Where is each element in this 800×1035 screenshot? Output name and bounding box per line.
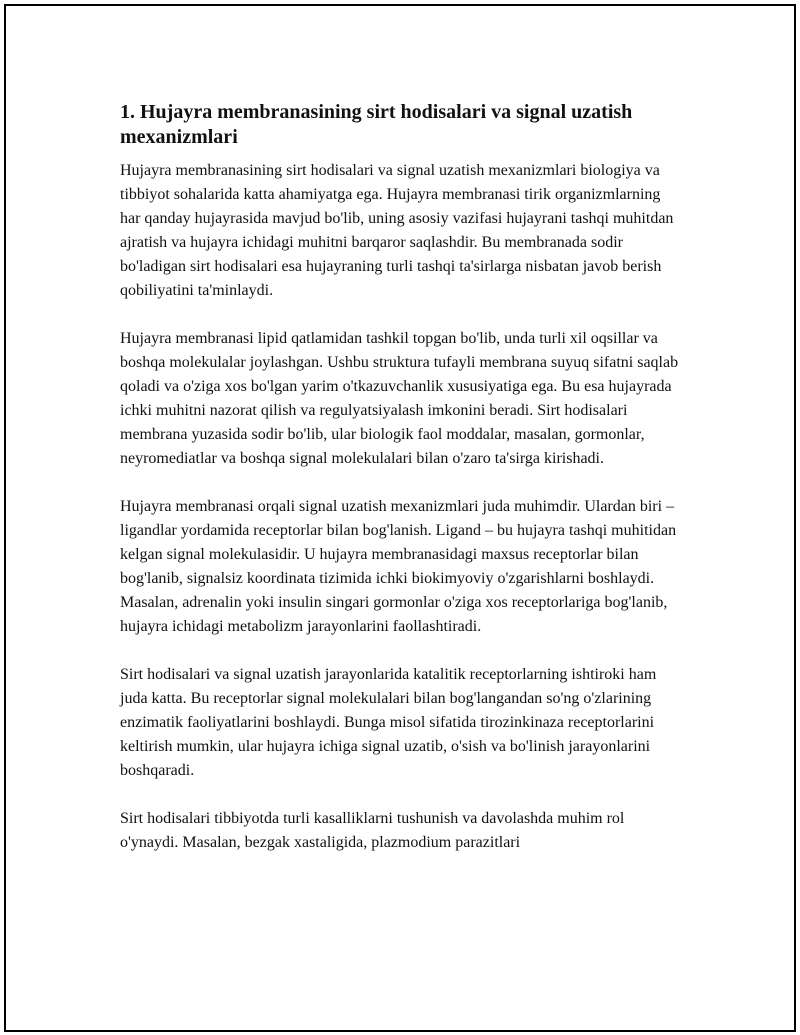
paragraph-5: Sirt hodisalari tibbiyotda turli kasalliklarni tushunish va davolashda muhim rol o'ynaydi. Masalan, bezgak xastaligida, plazmodium parazitlari [120, 810, 625, 851]
section-heading: 1. Hujayra membranasining sirt hodisalari va signal uzatish mexanizmlari [120, 101, 633, 148]
document-body [120, 100, 680, 879]
paragraph-3: Hujayra membranasi orqali signal uzatish mexanizmlari juda muhimdir. Ulardan biri – ligandlar yordamida receptorlar bilan bog'lanish. Ligand – bu hujayra tashqi muhitidan kelgan signal molekulasidir. U hujayra membranasidagi maxsus receptorlar bilan bog'lanib, signalsiz koordinata tizimida ichki biokimyoviy o'zgarishlarni boshlaydi. Masalan, adrenalin yoki insulin singari gormonlar o'ziga xos receptorlariga bog'lanib, hujayra ichidagi metabolizm jarayonlarini faollashtiradi. [120, 498, 677, 635]
paragraph-1: Hujayra membranasining sirt hodisalari va signal uzatish mexanizmlari biologiya va tibbiyot sohalarida katta ahamiyatga ega. Hujayra membranasi tirik organizmlarning har qanday hujayrasida mavjud bo'lib, uning asosiy vazifasi hujayrani tashqi muhitdan ajratish va hujayra ichidagi muhitni barqaror saqlashdir. Bu membranada sodir bo'ladigan sirt hodisalari esa hujayraning turli tashqi ta'sirlarga nisbatan javob berish qobiliyatini ta'minlaydi. [120, 162, 674, 299]
page-frame [4, 4, 796, 1032]
paragraph-2: Hujayra membranasi lipid qatlamidan tashkil topgan bo'lib, unda turli xil oqsillar va boshqa molekulalar joylashgan. Ushbu struktura tufayli membrana suyuq sifatni saqlab qoladi va o'ziga xos bo'lgan yarim o'tkazuvchanlik xususiyatiga ega. Bu esa hujayrada ichki muhitni nazorat qilish va regulyatsiyalash imkonini beradi. Sirt hodisalari membrana yuzasida sodir bo'lib, ular biologik faol moddalar, masalan, gormonlar, neyromediatlar va boshqa signal molekulalari bilan o'zaro ta'sirga kirishadi. [120, 330, 679, 467]
paragraph-4: Sirt hodisalari va signal uzatish jarayonlarida katalitik receptorlarning ishtiroki ham juda katta. Bu receptorlar signal molekulalari bilan bog'langandan so'ng o'zlarining enzimatik faoliyatlarini boshlaydi. Bunga misol sifatida tirozinkinaza receptorlarini keltirish mumkin, ular hujayra ichiga signal uzatib, o'sish va bo'linish jarayonlarini boshqaradi. [120, 666, 657, 779]
